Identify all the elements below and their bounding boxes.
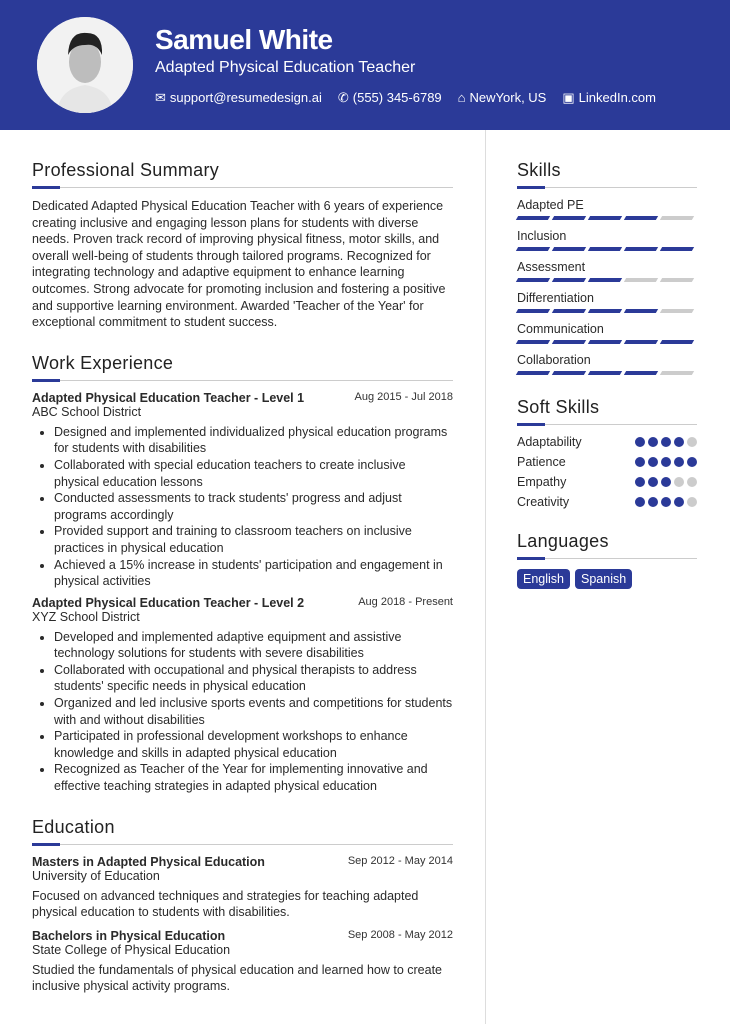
job-title: Adapted Physical Education Teacher - Level 2	[32, 595, 305, 610]
contact-email[interactable]	[155, 90, 322, 106]
job-date: Aug 2015 - Jul 2018	[354, 390, 453, 403]
level-segment	[516, 309, 550, 313]
skill-name: Collaboration	[517, 353, 591, 367]
level-segment	[516, 247, 550, 251]
level-segment	[588, 216, 622, 220]
phone-icon: ✆	[337, 90, 349, 105]
skills-section	[517, 160, 697, 375]
soft-skill-row	[517, 475, 697, 489]
soft-skill-name: Empathy	[517, 475, 567, 489]
level-segment	[552, 371, 586, 375]
contact-phone[interactable]	[338, 90, 442, 106]
skill-name: Inclusion	[517, 229, 567, 243]
skill-name: Adapted PE	[517, 198, 584, 212]
soft-skill-name: Creativity	[517, 495, 570, 509]
level-segment	[624, 278, 658, 282]
soft-skill-name: Patience	[517, 455, 566, 469]
rating-dot	[661, 477, 671, 487]
bullet-item: • Participated in professional development workshops to enhance knowledge and skills in adapted physical education	[54, 728, 453, 761]
bullet-item: • Collaborated with special education teachers to create inclusive physical education lessons	[54, 457, 453, 490]
level-segment	[624, 247, 658, 251]
soft-skill-rating	[635, 437, 697, 447]
experience-section	[32, 353, 453, 795]
soft-skill-row	[517, 435, 697, 449]
level-segment	[516, 340, 550, 344]
rating-dot	[635, 477, 645, 487]
school: University of Education	[32, 868, 160, 883]
job-header	[32, 391, 453, 405]
job-header	[32, 596, 453, 610]
level-segment	[588, 340, 622, 344]
section-heading: Languages	[517, 531, 697, 559]
section-heading: Soft Skills	[517, 397, 697, 425]
location-text: NewYork, US	[469, 90, 547, 105]
level-segment	[624, 340, 658, 344]
level-segment	[588, 309, 622, 313]
bullet-item: • Conducted assessments to track students' progress and adjust programs accordingly	[54, 490, 453, 523]
level-segment	[588, 371, 622, 375]
level-segment	[660, 247, 694, 251]
soft-skill-rating	[635, 457, 697, 467]
edu-header	[32, 855, 453, 869]
job-org: XYZ School District	[32, 609, 140, 624]
rating-dot	[674, 457, 684, 467]
rating-dot	[661, 497, 671, 507]
rating-dot	[648, 477, 658, 487]
skill-level-bar	[517, 309, 697, 313]
bullet-item: • Organized and led inclusive sports events and competitions for students with and without disabilities	[54, 695, 453, 728]
level-segment	[516, 371, 550, 375]
level-segment	[552, 309, 586, 313]
level-segment	[624, 309, 658, 313]
rating-dot	[661, 437, 671, 447]
level-segment	[660, 309, 694, 313]
level-segment	[624, 216, 658, 220]
level-segment	[552, 216, 586, 220]
rating-dot	[635, 457, 645, 467]
bullet-item: • Collaborated with occupational and physical therapists to address students' specific needs in physical education	[54, 662, 453, 695]
skill-level-bar	[517, 216, 697, 220]
skill-name: Assessment	[517, 260, 586, 274]
bullet-item: • Provided support and training to classroom teachers on inclusive practices in physical education	[54, 523, 453, 556]
skill-level-bar	[517, 340, 697, 344]
soft-skills-section	[517, 397, 697, 509]
column-divider	[485, 130, 486, 1024]
bullet-item: • Recognized as Teacher of the Year for implementing innovative and effective teaching strategies in adapted physical education	[54, 761, 453, 794]
school: State College of Physical Education	[32, 942, 231, 957]
rating-dot	[661, 457, 671, 467]
skill-level-bar	[517, 247, 697, 251]
edu-description: Focused on advanced techniques and strategies for teaching adapted physical education to students with disabilities.	[32, 888, 419, 920]
degree: Bachelors in Physical Education	[32, 928, 226, 943]
soft-skill-rating	[635, 477, 697, 487]
degree: Masters in Adapted Physical Education	[32, 854, 265, 869]
email-text: support@resumedesign.ai	[169, 90, 322, 105]
candidate-name: Samuel White	[155, 24, 333, 55]
soft-skill-name: Adaptability	[517, 435, 582, 449]
language-badge: Spanish	[575, 569, 632, 589]
education-section	[32, 817, 453, 995]
job-bullets	[32, 629, 453, 795]
level-segment	[660, 216, 694, 220]
level-segment	[660, 278, 694, 282]
edu-date: Sep 2012 - May 2014	[347, 854, 453, 867]
level-segment	[552, 247, 586, 251]
contact-linkedin[interactable]	[562, 90, 656, 106]
level-segment	[660, 340, 694, 344]
level-segment	[624, 371, 658, 375]
job-date: Aug 2018 - Present	[358, 595, 453, 608]
section-heading: Skills	[517, 160, 697, 188]
linkedin-icon: ▣	[562, 90, 575, 105]
summary-section	[32, 160, 453, 331]
summary-text: Dedicated Adapted Physical Education Teacher with 6 years of experience creating inclusive and engaging lesson plans for students with diverse needs. Proven track record of improving physical fitness, motor skills, and overall well-being of students through tailored programs. Recognized for integrating technology and adaptive equipment to enhance learning outcomes. Strong advocate for promoting inclusion and fostering a positive and supportive learning environment. Awarded 'Teacher of the Year' for exceptional commitment to student success.	[32, 199, 446, 330]
section-heading: Work Experience	[32, 353, 453, 381]
soft-skill-row	[517, 495, 697, 509]
rating-dot	[635, 437, 645, 447]
level-segment	[588, 278, 622, 282]
job-title: Adapted Physical Education Teacher - Level 1	[32, 390, 305, 405]
candidate-title: Adapted Physical Education Teacher	[155, 59, 416, 76]
level-segment	[552, 340, 586, 344]
rating-dot	[674, 497, 684, 507]
language-badge: English	[517, 569, 570, 589]
rating-dot	[687, 497, 697, 507]
level-segment	[588, 247, 622, 251]
rating-dot	[674, 477, 684, 487]
linkedin-text: LinkedIn.com	[578, 90, 656, 105]
phone-text: (555) 345-6789	[352, 90, 442, 105]
bullet-item: • Developed and implemented adaptive equipment and assistive technology solutions for students with severe disabilities	[54, 629, 453, 662]
soft-skill-rating	[635, 497, 697, 507]
bullet-item: • Designed and implemented individualized physical education programs for students with disabilities	[54, 424, 453, 457]
job-bullets	[32, 424, 453, 590]
job-org: ABC School District	[32, 404, 142, 419]
rating-dot	[687, 457, 697, 467]
skill-name: Communication	[517, 322, 604, 336]
skill-level-bar	[517, 371, 697, 375]
skill-level-bar	[517, 278, 697, 282]
contact-location	[458, 90, 547, 106]
home-icon: ⌂	[457, 90, 466, 105]
resume-header	[0, 0, 730, 130]
level-segment	[516, 216, 550, 220]
languages-section	[517, 531, 697, 589]
rating-dot	[635, 497, 645, 507]
skill-name: Differentiation	[517, 291, 594, 305]
section-heading: Education	[32, 817, 453, 845]
rating-dot	[648, 457, 658, 467]
edu-date: Sep 2008 - May 2012	[347, 928, 453, 941]
level-segment	[660, 371, 694, 375]
rating-dot	[648, 497, 658, 507]
rating-dot	[674, 437, 684, 447]
level-segment	[516, 278, 550, 282]
profile-photo	[37, 17, 133, 113]
envelope-icon: ✉	[155, 90, 166, 105]
edu-description: Studied the fundamentals of physical education and learned how to create inclusive physical activity programs.	[32, 962, 442, 994]
soft-skill-row	[517, 455, 697, 469]
rating-dot	[687, 477, 697, 487]
rating-dot	[648, 437, 658, 447]
rating-dot	[687, 437, 697, 447]
level-segment	[552, 278, 586, 282]
bullet-item: • Achieved a 15% increase in students' participation and engagement in physical activities	[54, 557, 453, 590]
edu-header	[32, 929, 453, 943]
section-heading: Professional Summary	[32, 160, 453, 188]
